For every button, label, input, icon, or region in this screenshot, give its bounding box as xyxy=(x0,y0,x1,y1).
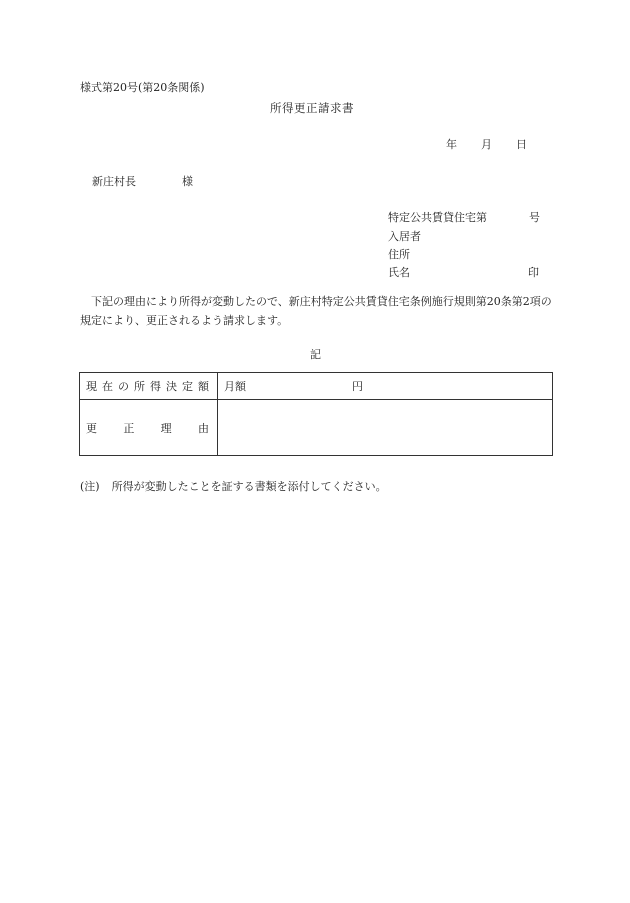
document-title: 所得更正請求書 xyxy=(270,101,354,115)
addressee xyxy=(92,175,193,189)
resident-label: 入居者 xyxy=(388,230,421,243)
date-month: 月 xyxy=(481,138,492,151)
yen-unit: 円 xyxy=(352,380,363,393)
note-text: 所得が変動したことを証する書類を添付してください。 xyxy=(111,480,387,493)
correction-reason-value[interactable] xyxy=(218,400,553,456)
seal-mark: 印 xyxy=(528,266,539,279)
date-line xyxy=(446,138,527,152)
correction-reason-label: 更 正 理 由 xyxy=(80,400,218,456)
addressee-name: 新庄村長 xyxy=(92,175,136,188)
request-body-text: 下記の理由により所得が変動したので、新庄村特定公共賃貸住宅条例施行規則第20条第2項の規定により、更正されるよう請求します。 xyxy=(80,295,552,327)
date-year: 年 xyxy=(446,138,457,151)
note-marker: (注) xyxy=(80,480,100,493)
housing-suffix: 号 xyxy=(529,211,540,224)
request-body xyxy=(80,292,555,330)
record-table xyxy=(79,372,553,456)
name-label: 氏名 xyxy=(388,266,410,279)
current-income-label: 現 在 の 所 得 決 定 額 xyxy=(80,373,218,400)
address-label: 住所 xyxy=(388,248,410,261)
monthly-amount-label: 月額 xyxy=(224,380,246,393)
current-income-value[interactable] xyxy=(218,373,553,400)
note xyxy=(80,480,387,494)
housing-prefix: 特定公共賃貸住宅第 xyxy=(388,211,487,224)
housing-number-line xyxy=(388,211,540,225)
date-day: 日 xyxy=(516,138,527,151)
addressee-honorific: 様 xyxy=(182,175,193,188)
table-row-correction-reason xyxy=(80,400,553,456)
name-line xyxy=(388,266,539,280)
ki-heading: 記 xyxy=(310,348,321,361)
table-row-current-income xyxy=(80,373,553,400)
form-number: 様式第20号(第20条関係) xyxy=(80,81,205,94)
